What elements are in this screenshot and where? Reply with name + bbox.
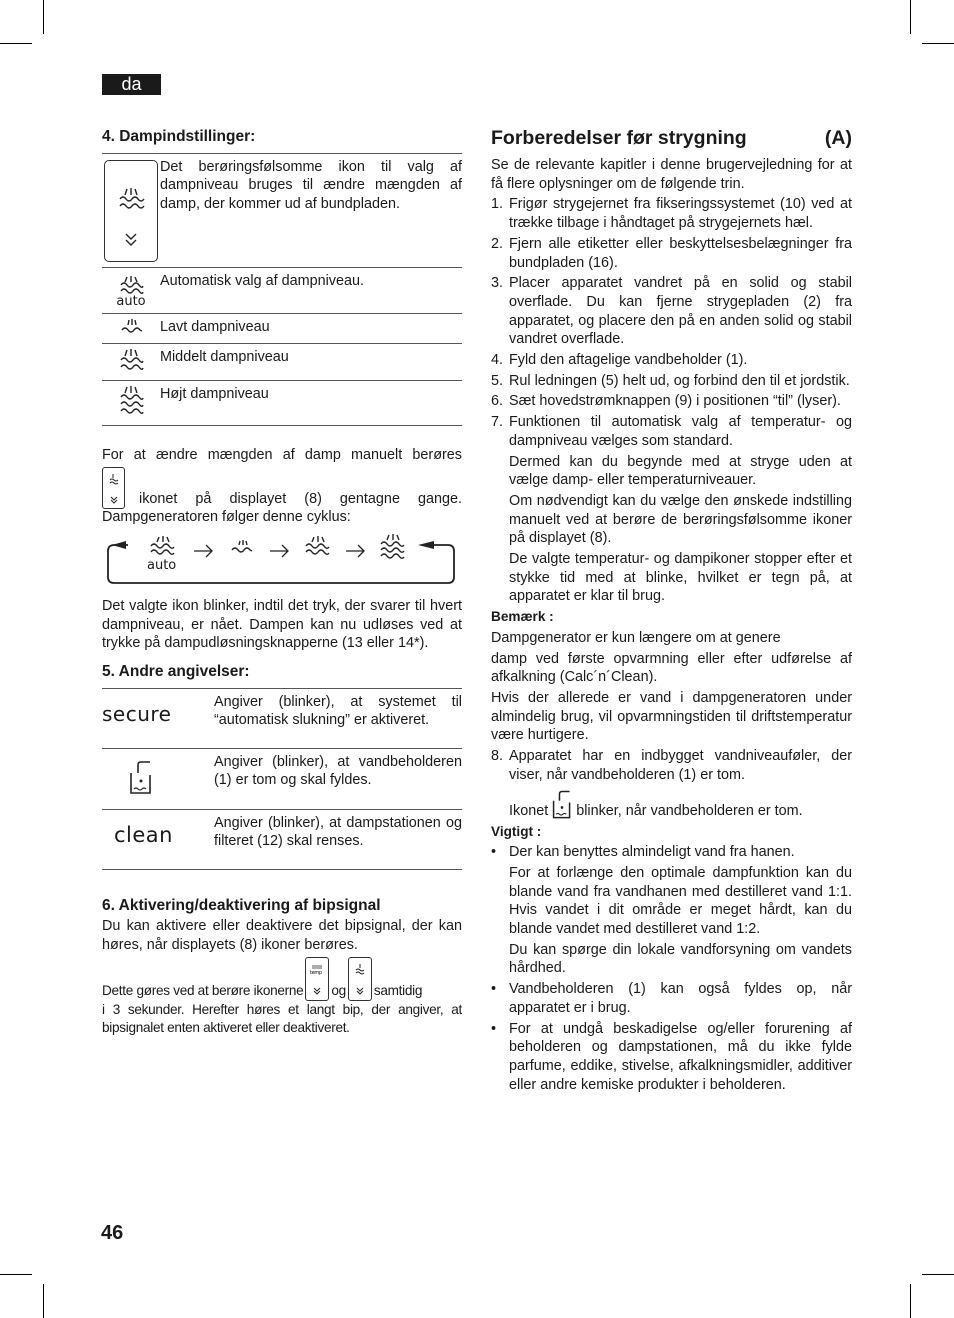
steam-high-icon [114,381,148,419]
step-item: 7. Funktionen til automatisk valg af temperatur- og dampniveau vælges som standard. [491,414,852,449]
temp-button-icon [305,957,329,1001]
crop-mark [0,43,32,44]
cycle-auto-icon [151,536,174,554]
step-7-note: Dermed kan du begynde med at stryge uden at vælge damp- eller temperaturniveauer. [509,453,852,489]
step-7-note: Om nødvendigt kan du vælge den ønskede indstilling manuelt ved at berøre de berøringsfølsomme ikoner på displayet (8). [509,492,852,547]
step-item: 4. Fyld den aftagelige vandbeholder (1). [491,352,748,369]
icon-line-text: Ikonet [509,802,549,819]
bullet-note: For at forlænge den optimale dampfunktion kan du blande vand fra vandhanen med destilleret vand 1:1. Hvis vandet i dit område er meget hårdt, kan du blande vandet med destilleret vand 1:2. [509,864,852,938]
water-tank-icon [128,759,154,797]
steps-list-continued [491,747,852,784]
important-title: Vigtigt : [491,823,542,839]
instruction-text: og [331,983,346,999]
note-line-1: Dampgenerator er kun længere om at genere [491,629,781,646]
section-6-title: 6. Aktivering/deaktivering af bipsignal [102,896,381,914]
step-item: 2. Fjern alle etiketter eller beskyttelsesbelægninger fra bundpladen (16). [491,235,852,271]
crop-mark [910,1284,911,1318]
secure-icon: secure [102,701,172,726]
bullet-item: • Der kan benyttes almindeligt vand fra hanen. [491,844,795,861]
crop-mark [922,1274,954,1275]
crop-mark [0,1274,32,1275]
indicator-text: Angiver (blinker), at systemet til “automatisk slukning” er aktiveret. [214,688,462,748]
section-6-instructions [102,957,462,1038]
intro-paragraph: Se de relevante kapitler i denne brugervejledning for at få flere oplysninger om de følgende trin. [491,157,852,192]
manual-paragraph-1: For at ændre mængden af damp manuelt berøres [102,446,462,463]
water-tank-icon [551,789,573,821]
clean-icon: clean [114,822,173,847]
row-label: Højt dampniveau [160,381,462,426]
step-7-note: De valgte temperatur- og dampikoner stopper efter et stykke tid med at blinke, hvilket er tegn på, at apparatet er klar til brug. [509,551,852,605]
panel-description: Det berøringsfølsomme ikon til valg af dampniveau bruges til ændre mængden af damp, der kommer ud af bundpladen. [160,153,462,267]
cycle-low-icon [232,540,252,552]
section-6-paragraph: Du kan aktivere eller deaktivere det bipsignal, der kan høres, når displayets (8) ikoner berøres. [102,918,462,954]
step-item: 5. Rul ledningen (5) helt ud, og forbind den til et jordstik. [491,372,850,389]
step-item: 1. Frigør strygejernet fra fikseringssystemet (10) ved at trække tilbage i håndtaget på strygejernets hæl. [491,196,852,232]
instruction-text: samtidig [373,983,423,999]
note-line-2: damp ved første opvarmning eller efter udførelse af afkalkning (Calc´n´Clean). [491,650,852,686]
bullet-note: Du kan spørge din lokale vandforsyning om vandets hårdhed. [509,941,852,977]
step-item: 3. Placer apparatet vandret på en solid og stabil overflade. Du kan fjerne strygepladen (2) fra apparatet, og placere den på en anden solid og stabil vandret overflade. [491,275,852,348]
note-title: Bemærk : [491,609,554,625]
steam-auto-icon: auto [102,268,160,309]
icon-line-text: blinker, når vandbeholderen er tom. [576,802,803,819]
indicators-table [102,688,462,870]
blink-paragraph: Det valgte ikon blinker, indtil det tryk, der svarer til hvert dampniveau, er nået. Dampen kan nu udløses ved at trykke på dampudløsningsknapperne (13 eller 14*). [102,597,462,652]
crop-mark [43,0,44,34]
figure-tag: (A) [824,127,852,149]
section-4-title: 4. Dampindstillinger: [102,128,256,145]
steam-button-small-icon [102,467,125,509]
right-column [491,126,852,1096]
manual-paragraph-2: ikonet på displayet (8) gentagne gange. Dampgeneratoren følger denne cyklus: [102,490,462,526]
temp-label: temp [310,969,323,976]
steam-medium-icon [114,344,148,374]
section-5-title: 5. Andre angivelser: [102,663,250,681]
steps-list [491,195,852,450]
cycle-high-icon [381,534,404,558]
section-title [491,126,852,150]
steam-low-icon [116,314,146,338]
bullet-item: • Vandbeholderen (1) kan også fyldes op, når apparatet er i brug. [491,981,852,1016]
steam-button-icon [348,957,372,1001]
row-label: Middelt dampniveau [160,344,462,381]
row-label: Lavt dampniveau [160,313,462,344]
preparation-title: Forberedelser før strygning [491,127,747,149]
steam-settings-table [102,153,462,426]
language-tab: da [102,74,161,95]
bullet-item: • For at undgå beskadigelse og/eller forurening af beholderen og dampstationen, må du ikke fylde parfume, eddike, stivelse, afkalkningsmidler, additiver eller andre kemiske produkter i beholderen. [491,1020,852,1093]
cycle-auto-label: auto [147,557,177,573]
note-line-3: Hvis der allerede er vand i dampgeneratoren under almindelig brug, vil opvarmningstiden til driftstemperatur være hurtigere. [491,689,852,744]
row-label: Automatisk valg af dampniveau. [160,267,462,313]
cycle-medium-icon [306,536,329,554]
instruction-text-continued: i 3 sekunder. Herefter høres et langt bip, der angiver, at bipsignalet enten aktiveret eller deaktiveret. [102,1001,462,1036]
instruction-text: Dette gøres ved at berøre ikonerne [102,983,304,999]
left-column [102,128,462,1038]
cycle-diagram [102,531,462,589]
page-number: 46 [101,1222,124,1244]
step-8-icon-line [491,789,852,821]
crop-mark [922,43,954,44]
indicator-text: Angiver (blinker), at dampstationen og filteret (12) skal renses. [214,809,462,869]
crop-mark [43,1284,44,1318]
indicator-text: Angiver (blinker), at vandbeholderen (1) er tom og skal fyldes. [214,748,462,809]
step-item: 8. Apparatet har en indbygget vandniveauføler, der viser, når vandbeholderen (1) er tom. [491,748,852,783]
crop-mark [910,0,911,34]
steam-panel-icon [104,160,158,262]
step-item: 6. Sæt hovedstrømknappen (9) i positionen “til” (lyser). [491,393,841,410]
